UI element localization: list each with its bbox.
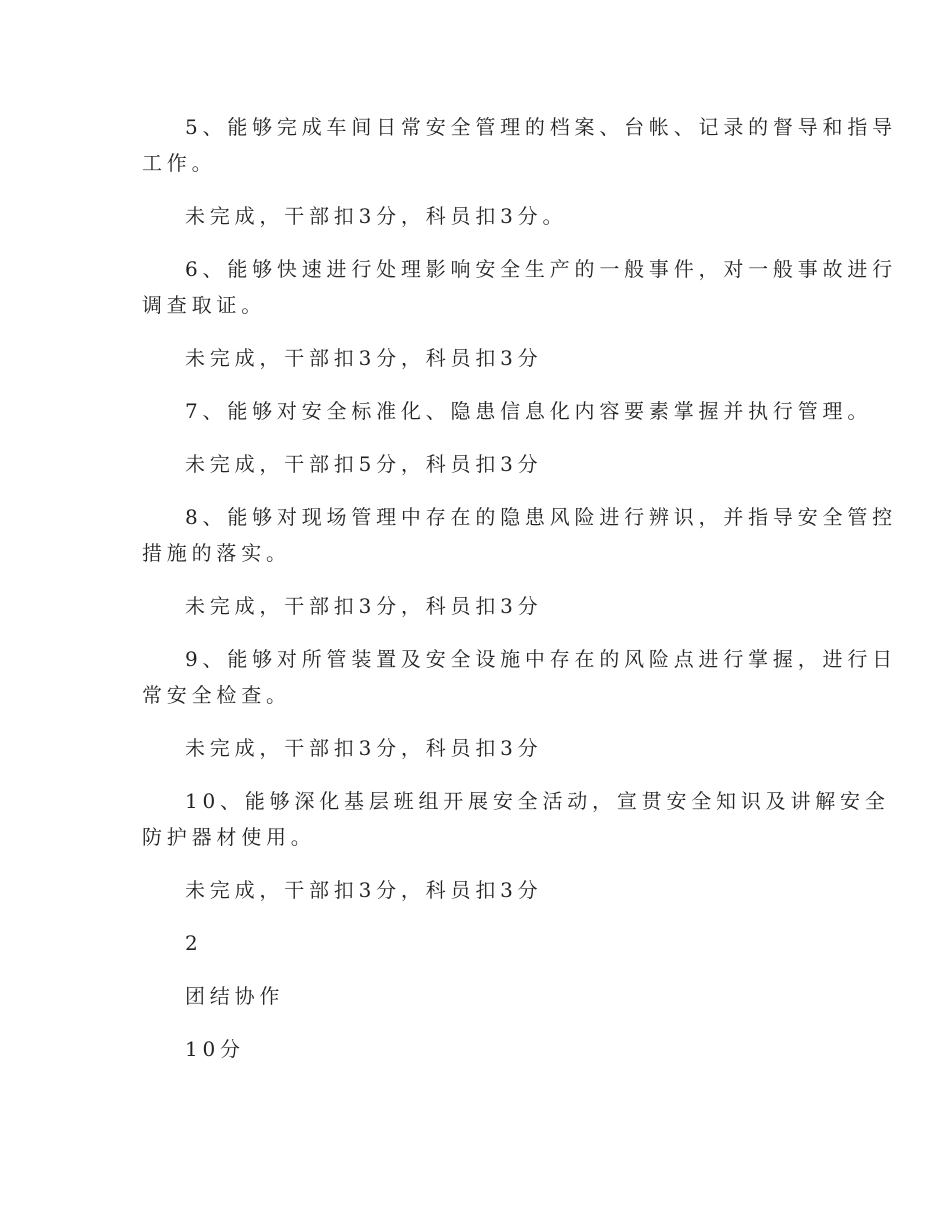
item-8-penalty: 未完成，干部扣3分，科员扣3分 (185, 594, 543, 618)
item-9-line-2: 常安全检查。 (142, 683, 291, 707)
item-7-penalty: 未完成，干部扣5分，科员扣3分 (185, 452, 543, 476)
item-5-penalty: 未完成，干部扣3分，科员扣3分。 (185, 204, 568, 228)
item-5-line-2: 工作。 (142, 151, 217, 175)
item-7-line-1: 7、能够对安全标准化、隐患信息化内容要素掌握并执行管理。 (185, 399, 873, 423)
item-10-penalty: 未完成，干部扣3分，科员扣3分 (185, 878, 543, 902)
section-title: 团结协作 (185, 984, 285, 1008)
item-10-line-1: 10、能够深化基层班组开展安全活动，宣贯安全知识及讲解安全 (185, 789, 890, 813)
item-6-line-1: 6、能够快速进行处理影响安全生产的一般事件，对一般事故进行 (185, 257, 897, 281)
item-6-penalty: 未完成，干部扣3分，科员扣3分 (185, 346, 543, 370)
item-10-line-2: 防护器材使用。 (142, 825, 316, 849)
item-9-line-1: 9、能够对所管装置及安全设施中存在的风险点进行掌握，进行日 (185, 647, 897, 671)
item-6-line-2: 调查取证。 (142, 293, 266, 317)
item-5-line-1: 5、能够完成车间日常安全管理的档案、台帐、记录的督导和指导 (185, 115, 897, 139)
item-8-line-1: 8、能够对现场管理中存在的隐患风险进行辨识，并指导安全管控 (185, 505, 897, 529)
section-score: 10分 (185, 1037, 245, 1061)
item-8-line-2: 措施的落实。 (142, 541, 291, 565)
item-9-penalty: 未完成，干部扣3分，科员扣3分 (185, 736, 543, 760)
section-number: 2 (185, 931, 203, 955)
